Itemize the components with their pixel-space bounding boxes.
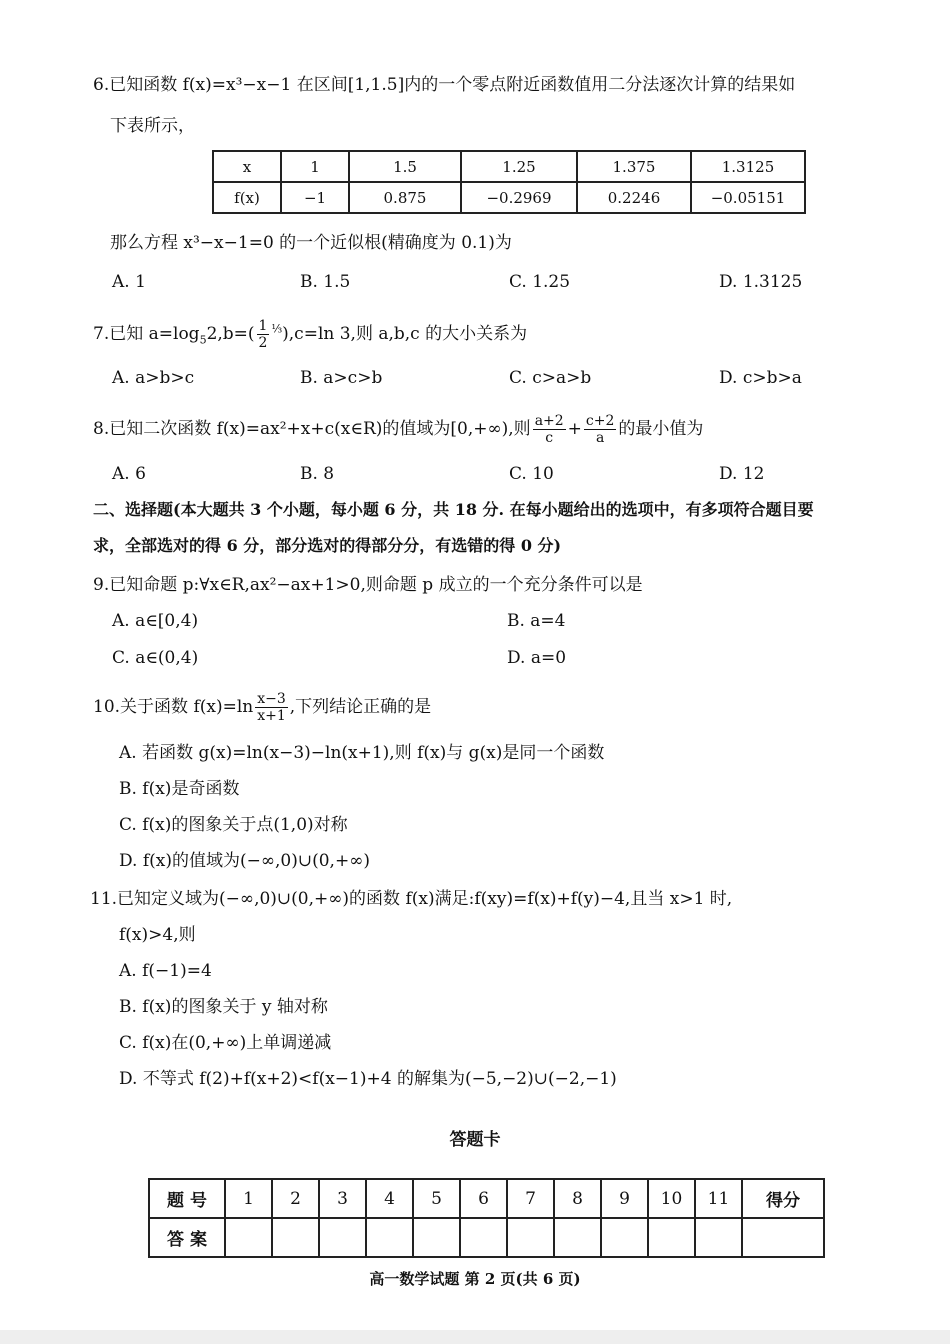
q7-fraction: [257, 318, 270, 351]
answer-cell[interactable]: [413, 1218, 460, 1257]
q8-fraction-2: [584, 413, 616, 446]
q10-stem-b: ,下列结论正确的是: [289, 697, 432, 717]
q11-option-c: C. f(x)在(0,+∞)上单调递减: [119, 1033, 332, 1053]
q8-stem-a: 8.已知二次函数 f(x)=ax²+x+c(x∈R)的值域为[0,+∞),则: [93, 419, 531, 439]
answer-cell[interactable]: [601, 1218, 648, 1257]
answer-card-title: 答题卡: [449, 1130, 501, 1150]
q11-option-d: D. 不等式 f(2)+f(x+2)<f(x−1)+4 的解集为(−5,−2)∪(−2,−1): [119, 1069, 617, 1089]
answer-cell[interactable]: [272, 1218, 319, 1257]
header-cell: 1: [225, 1179, 272, 1218]
header-cell: 7: [507, 1179, 554, 1218]
table-cell: −1: [281, 182, 349, 213]
q8-fraction-1: [533, 413, 566, 446]
q8-option-b: B. 8: [300, 464, 335, 484]
table-cell: 1.25: [461, 151, 577, 182]
q8-frac2-num: c+2: [585, 413, 615, 429]
q6-value-table: [212, 150, 806, 214]
table-row-fx: [213, 182, 805, 213]
q7-stem-b: 2,b=(: [206, 324, 255, 344]
header-cell: 4: [366, 1179, 413, 1218]
table-cell: x: [213, 151, 281, 182]
q6-stem-line1: 6.已知函数 f(x)=x³−x−1 在区间[1,1.5]内的一个零点附近函数值用二分法逐次计算的结果如: [93, 75, 796, 95]
q6-question: 那么方程 x³−x−1=0 的一个近似根(精确度为 0.1)为: [110, 233, 512, 253]
header-cell: 2: [272, 1179, 319, 1218]
q8-option-c: C. 10: [509, 464, 554, 484]
q11-option-b: B. f(x)的图象关于 y 轴对称: [119, 997, 328, 1017]
table-cell: −0.2969: [461, 182, 577, 213]
q10-fraction: [255, 691, 288, 724]
q8-frac1-num: a+2: [534, 413, 564, 429]
section2-heading-line1: 二、选择题(本大题共 3 个小题，每小题 6 分，共 18 分. 在每小题给出的选项中，有多项符合题目要: [93, 500, 814, 519]
q11-stem-line1: 11.已知定义域为(−∞,0)∪(0,+∞)的函数 f(x)满足:f(xy)=f(x)+f(y)−4,且当 x>1 时,: [90, 889, 733, 909]
answer-cell[interactable]: [366, 1218, 413, 1257]
header-cell: 10: [648, 1179, 695, 1218]
score-cell[interactable]: [742, 1218, 824, 1257]
q8-stem: [93, 413, 703, 446]
answer-row-label: 答 案: [149, 1218, 225, 1257]
q7-log-base: 5: [199, 333, 207, 347]
q7-option-d: D. c>b>a: [719, 368, 802, 388]
section2-heading-line2: 求，全部选对的得 6 分，部分选对的得部分分，有选错的得 0 分): [93, 536, 562, 555]
answer-cell[interactable]: [648, 1218, 695, 1257]
answer-cell[interactable]: [319, 1218, 366, 1257]
table-cell: 0.2246: [577, 182, 691, 213]
header-cell: 6: [460, 1179, 507, 1218]
q8-stem-b: 的最小值为: [618, 419, 704, 439]
header-cell: 3: [319, 1179, 366, 1218]
q9-option-b: B. a=4: [507, 611, 566, 631]
q10-frac-num: x−3: [257, 691, 286, 707]
q8-frac1-den: c: [545, 430, 554, 446]
q9-option-d: D. a=0: [507, 648, 567, 668]
q10-option-c: C. f(x)的图象关于点(1,0)对称: [119, 815, 348, 835]
answer-cell[interactable]: [507, 1218, 554, 1257]
answer-cell[interactable]: [225, 1218, 272, 1257]
table-cell: 1: [281, 151, 349, 182]
q7-stem-c: ),c=ln 3,则 a,b,c 的大小关系为: [282, 324, 528, 344]
q7-exponent: ⅓: [271, 322, 283, 336]
header-cell: 5: [413, 1179, 460, 1218]
header-cell-label: 题 号: [149, 1179, 225, 1218]
q11-stem-line2: f(x)>4,则: [119, 925, 196, 945]
q9-stem: 9.已知命题 p:∀x∈R,ax²−ax+1>0,则命题 p 成立的一个充分条件可以是: [93, 575, 643, 595]
q7-frac-num: 1: [258, 318, 268, 334]
q10-option-d: D. f(x)的值域为(−∞,0)∪(0,+∞): [119, 851, 370, 871]
scan-edge: [0, 1330, 950, 1344]
page-footer: 高一数学试题 第 2 页(共 6 页): [369, 1270, 581, 1288]
header-cell-score: 得分: [742, 1179, 824, 1218]
q6-option-d: D. 1.3125: [719, 272, 803, 292]
table-cell: f(x): [213, 182, 281, 213]
answer-cell[interactable]: [554, 1218, 601, 1257]
q8-plus: +: [567, 419, 582, 439]
answer-card-table: [148, 1178, 825, 1258]
q6-option-b: B. 1.5: [300, 272, 351, 292]
table-row: [149, 1218, 824, 1257]
q8-option-a: A. 6: [112, 464, 146, 484]
header-cell: 8: [554, 1179, 601, 1218]
table-row: [149, 1179, 824, 1218]
q10-option-b: B. f(x)是奇函数: [119, 779, 240, 799]
table-cell: 0.875: [349, 182, 461, 213]
q7-stem: [93, 318, 527, 351]
q6-option-a: A. 1: [112, 272, 146, 292]
q10-frac-den: x+1: [257, 708, 286, 724]
table-cell: −0.05151: [691, 182, 805, 213]
q7-stem-a: 7.已知 a=log: [93, 324, 200, 344]
q11-option-a: A. f(−1)=4: [119, 961, 212, 981]
q7-option-c: C. c>a>b: [509, 368, 592, 388]
table-cell: 1.5: [349, 151, 461, 182]
q7-option-a: A. a>b>c: [112, 368, 195, 388]
q9-option-a: A. a∈[0,4): [112, 611, 199, 631]
q10-option-a: A. 若函数 g(x)=ln(x−3)−ln(x+1),则 f(x)与 g(x)是同一个函数: [119, 743, 605, 763]
q7-option-b: B. a>c>b: [300, 368, 383, 388]
answer-cell[interactable]: [695, 1218, 742, 1257]
table-cell: 1.375: [577, 151, 691, 182]
q10-stem-a: 10.关于函数 f(x)=ln: [93, 697, 254, 717]
answer-cell[interactable]: [460, 1218, 507, 1257]
q10-stem: [93, 691, 431, 724]
q7-frac-den: 2: [258, 335, 268, 351]
header-cell: 9: [601, 1179, 648, 1218]
table-cell: 1.3125: [691, 151, 805, 182]
q8-frac2-den: a: [595, 430, 605, 446]
q6-option-c: C. 1.25: [509, 272, 571, 292]
table-row-x: [213, 151, 805, 182]
q8-option-d: D. 12: [719, 464, 765, 484]
q6-stem-line2: 下表所示，: [110, 116, 195, 136]
q9-option-c: C. a∈(0,4): [112, 648, 199, 668]
header-cell: 11: [695, 1179, 742, 1218]
